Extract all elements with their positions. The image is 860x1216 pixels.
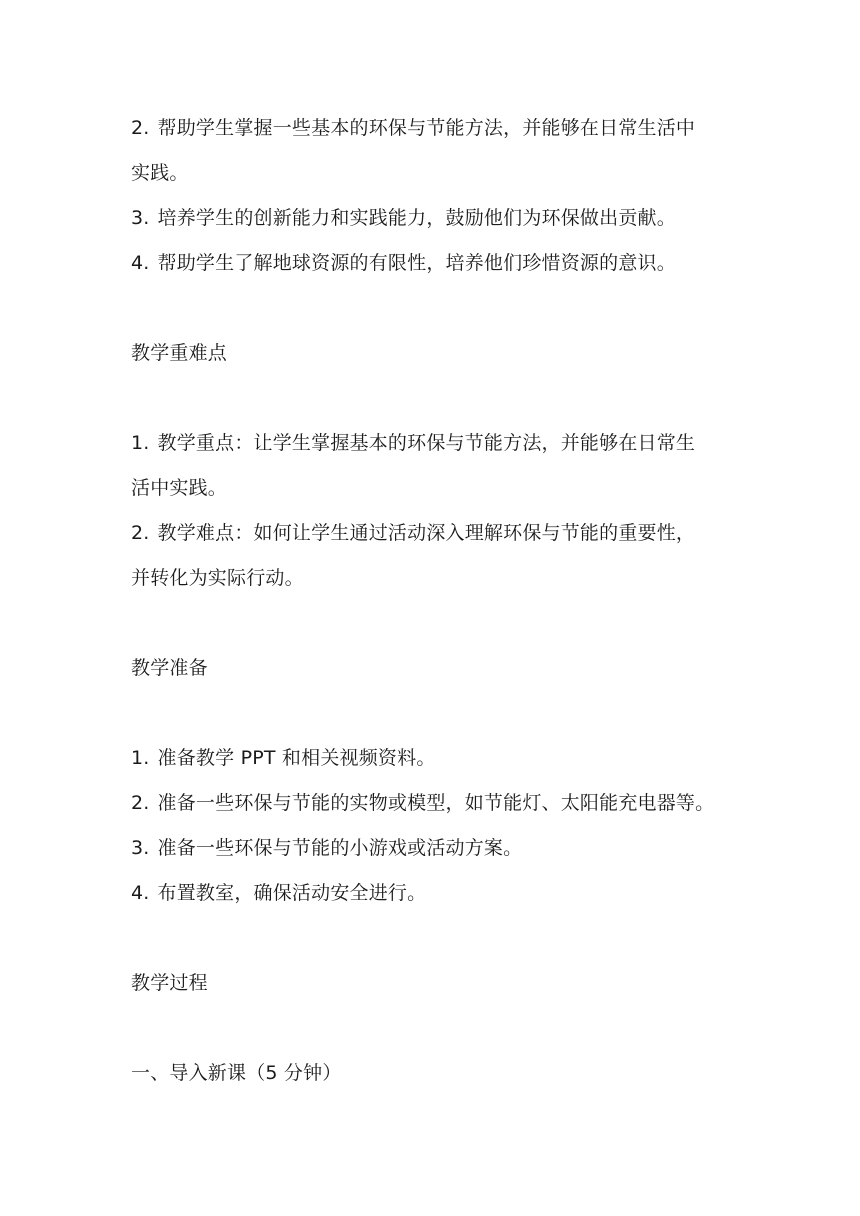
preparation-item-2 xyxy=(131,790,714,816)
list-number: 2. xyxy=(131,117,150,139)
key-point-item-2-continued: 并转化为实际行动。 xyxy=(131,567,304,589)
preparation-item-1 xyxy=(131,745,436,771)
preparation-item-4 xyxy=(131,880,426,906)
list-text: 准备教学 PPT 和相关视频资料。 xyxy=(157,747,436,769)
list-text: 培养学生的创新能力和实践能力，鼓励他们为环保做出贡献。 xyxy=(157,207,676,229)
list-text: 布置教室，确保活动安全进行。 xyxy=(157,882,427,904)
list-number: 4. xyxy=(131,882,150,904)
list-number: 1. xyxy=(131,432,150,454)
list-text: 帮助学生掌握一些基本的环保与节能方法，并能够在日常生活中 xyxy=(157,117,696,139)
list-number: 1. xyxy=(131,747,150,769)
objective-item-3 xyxy=(131,205,676,231)
list-number: 2. xyxy=(131,792,150,814)
list-text: 准备一些环保与节能的小游戏或活动方案。 xyxy=(157,837,523,859)
list-number: 2. xyxy=(131,522,150,544)
objective-item-2-continued: 实践。 xyxy=(131,162,189,184)
list-number: 4. xyxy=(131,252,150,274)
list-text: 准备一些环保与节能的实物或模型，如节能灯、太阳能充电器等。 xyxy=(157,792,715,814)
preparation-item-3 xyxy=(131,835,522,861)
list-text: 教学重点：让学生掌握基本的环保与节能方法，并能够在日常生 xyxy=(157,432,696,454)
list-number: 3. xyxy=(131,837,150,859)
objective-item-2 xyxy=(131,115,695,141)
section-heading-key-points: 教学重难点 xyxy=(131,342,228,364)
list-text: 帮助学生了解地球资源的有限性，培养他们珍惜资源的意识。 xyxy=(157,252,676,274)
subsection-heading-intro: 一、导入新课（5 分钟） xyxy=(131,1062,342,1084)
key-point-item-1-continued: 活中实践。 xyxy=(131,477,228,499)
key-point-item-1 xyxy=(131,430,695,456)
section-heading-preparation: 教学准备 xyxy=(131,657,208,679)
objective-item-4 xyxy=(131,250,676,276)
section-heading-process: 教学过程 xyxy=(131,972,208,994)
list-text: 教学难点：如何让学生通过活动深入理解环保与节能的重要性， xyxy=(157,522,696,544)
key-point-item-2 xyxy=(131,520,695,546)
list-number: 3. xyxy=(131,207,150,229)
